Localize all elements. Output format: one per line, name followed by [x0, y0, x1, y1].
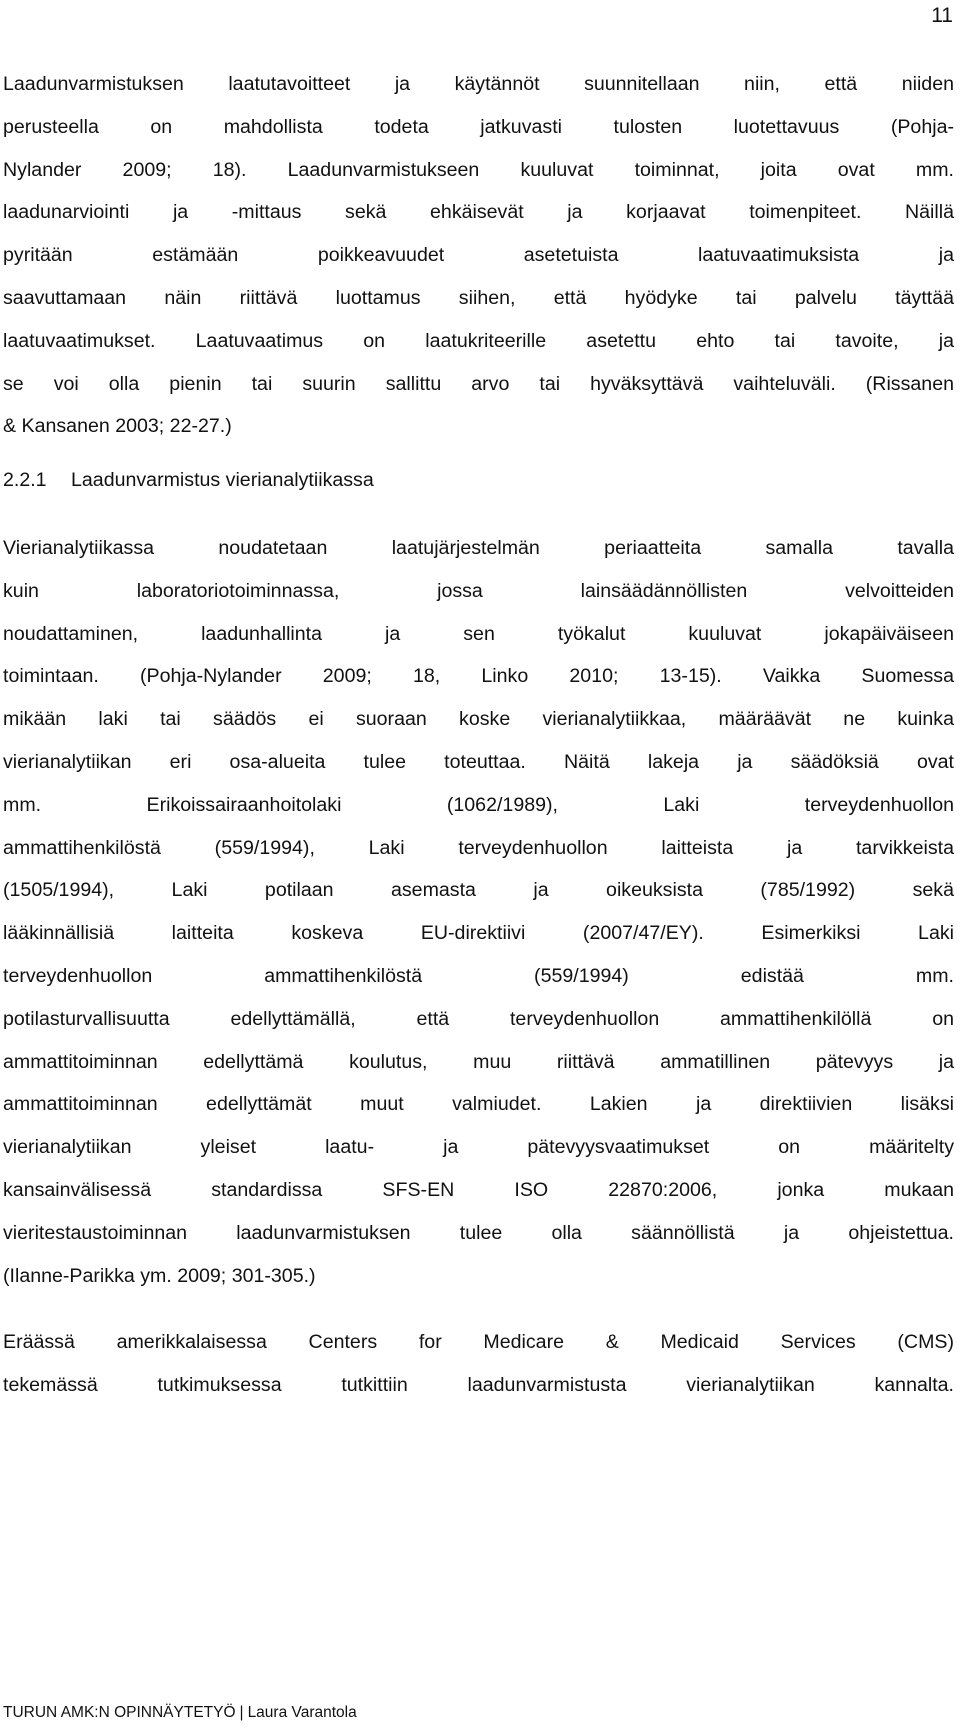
- text-line: ammattihenkilöstä (559/1994), Laki terveydenhuollon laitteista ja tarvikkeista: [3, 836, 954, 859]
- text-line: potilasturvallisuutta edellyttämällä, että terveydenhuollon ammattihenkilöllä on: [3, 1007, 954, 1030]
- text-line: mikään laki tai säädös ei suoraan koske vierianalytiikkaa, määräävät ne kuinka: [3, 708, 954, 731]
- text-line: Eräässä amerikkalaisessa Centers for Medicare & Medicaid Services (CMS): [3, 1331, 954, 1354]
- text-line: perusteella on mahdollista todeta jatkuvasti tulosten luotettavuus (Pohja-: [3, 115, 954, 138]
- paragraph-cms-study: [3, 1321, 954, 1407]
- text-line: se voi olla pienin tai suurin sallittu arvo tai hyväksyttävä vaihteluväli. (Rissanen: [3, 372, 954, 395]
- section-number: 2.2.1: [3, 469, 47, 492]
- paragraph-quality-goals: [3, 63, 954, 448]
- section-title: Laadunvarmistus vierianalytiikassa: [71, 469, 374, 492]
- section-heading: [3, 459, 954, 502]
- text-line: toimintaan. (Pohja-Nylander 2009; 18, Linko 2010; 13-15). Vaikka Suomessa: [3, 665, 954, 688]
- text-line: ammattitoiminnan edellyttämä koulutus, muu riittävä ammatillinen pätevyys ja: [3, 1050, 954, 1073]
- text-line: lääkinnällisiä laitteita koskeva EU-direktiivi (2007/47/EY). Esimerkiksi Laki: [3, 922, 954, 945]
- text-line: pyritään estämään poikkeavuudet asetetuista laatuvaatimuksista ja: [3, 244, 954, 267]
- text-line: (1505/1994), Laki potilaan asemasta ja oikeuksista (785/1992) sekä: [3, 879, 954, 902]
- text-line: laadunarviointi ja -mittaus sekä ehkäisevät ja korjaavat toimenpiteet. Näillä: [3, 201, 954, 224]
- text-line: kuin laboratoriotoiminnassa, jossa lainsäädännöllisten velvoitteiden: [3, 579, 954, 602]
- text-line: noudattaminen, laadunhallinta ja sen työkalut kuuluvat jokapäiväiseen: [3, 622, 954, 645]
- page-footer: [3, 1704, 357, 1722]
- text-line: terveydenhuollon ammattihenkilöstä (559/1994) edistää mm.: [3, 964, 954, 987]
- text-line: (Ilanne-Parikka ym. 2009; 301-305.): [3, 1264, 316, 1287]
- text-line: saavuttamaan näin riittävä luottamus siihen, että hyödyke tai palvelu täyttää: [3, 286, 954, 309]
- text-line: vierianalytiikan eri osa-alueita tulee toteuttaa. Näitä lakeja ja säädöksiä ovat: [3, 750, 954, 773]
- text-line: vieritestaustoiminnan laadunvarmistuksen tulee olla säännöllistä ja ohjeistettua.: [3, 1221, 954, 1244]
- text-line: laatuvaatimukset. Laatuvaatimus on laatukriteerille asetettu ehto tai tavoite, ja: [3, 329, 954, 352]
- text-line: kansainvälisessä standardissa SFS-EN ISO 22870:2006, jonka mukaan: [3, 1178, 954, 1201]
- document-body: [3, 63, 954, 1407]
- text-line: Nylander 2009; 18). Laadunvarmistukseen kuuluvat toiminnat, joita ovat mm.: [3, 158, 954, 181]
- paragraph-poct-quality: [3, 527, 954, 1297]
- text-line: Vierianalytiikassa noudatetaan laatujärjestelmän periaatteita samalla tavalla: [3, 536, 954, 559]
- text-line: Laadunvarmistuksen laatutavoitteet ja käytännöt suunnitellaan niin, että niiden: [3, 73, 954, 95]
- footer-institution: TURUN AMK:N OPINNÄYTETYÖ: [3, 1704, 236, 1721]
- footer-separator: |: [239, 1704, 244, 1721]
- text-line: mm. Erikoissairaanhoitolaki (1062/1989), Laki terveydenhuollon: [3, 793, 954, 816]
- text-line: tekemässä tutkimuksessa tutkittiin laadunvarmistusta vierianalytiikan kannalta.: [3, 1374, 954, 1397]
- text-line: vierianalytiikan yleiset laatu- ja pätevyysvaatimukset on määritelty: [3, 1136, 954, 1159]
- text-line: ammattitoiminnan edellyttämät muut valmiudet. Lakien ja direktiivien lisäksi: [3, 1093, 954, 1116]
- page-number: 11: [931, 4, 953, 27]
- footer-author: Laura Varantola: [247, 1704, 357, 1721]
- text-line: & Kansanen 2003; 22-27.): [3, 415, 232, 438]
